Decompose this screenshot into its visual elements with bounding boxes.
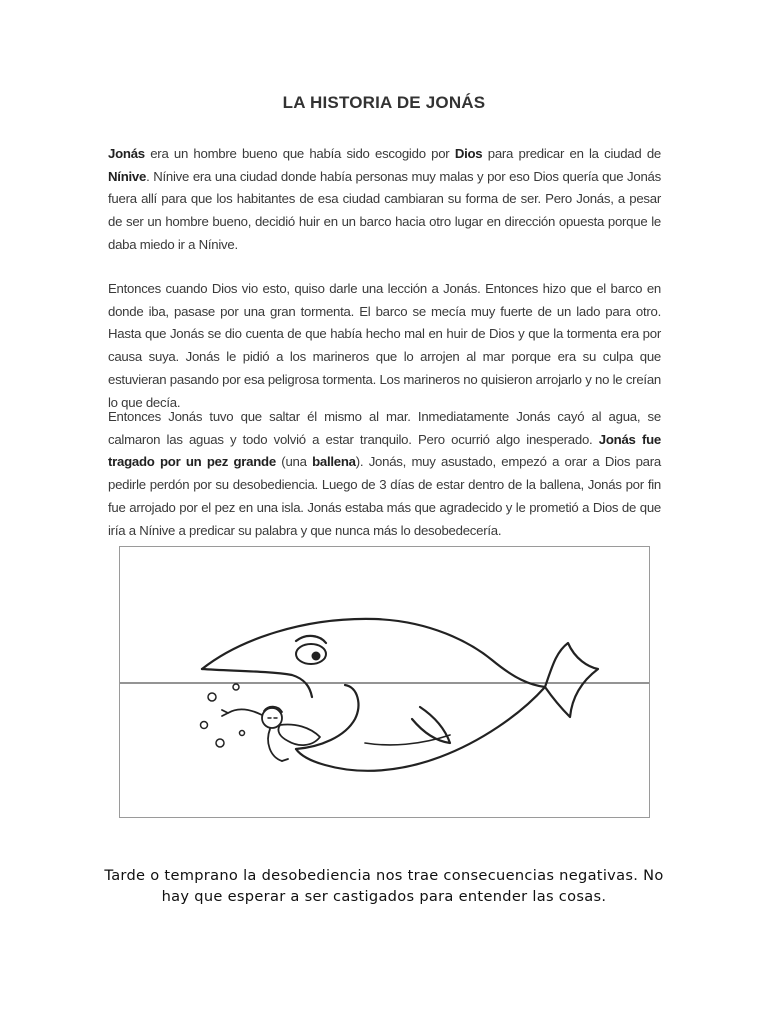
paragraph-2: Entonces cuando Dios vio esto, quiso darle una lección a Jonás. Entonces hizo que el barco en donde iba, pasase por una gran tormenta. El barco se mecía muy fuerte de un lado para otro. Hasta que Jonás se dio cuenta de que había hecho mal en huir de Dios y que la tormenta era por causa suya. Jonás le pidió a los marineros que lo arrojen al mar porque era su culpa que estuvieran pasando por esa peligrosa tormenta. Los marineros no quisieron arrojarlo y no le creían lo que decía. [108,281,661,410]
whale-eyebrow [296,636,326,643]
bold-jonas: Jonás [108,146,145,161]
whale-illustration [119,546,650,818]
paragraph-1-text-b: para predicar en la ciudad de [482,146,661,161]
bold-ballena: ballena [312,454,356,470]
paragraph-1-text-c: . Nínive era una ciudad donde había personas muy malas y por eso Dios quería que Jonás fuera allí para que los habitantes de esa ciudad cambiaran su forma de ser. Pero Jonás, a pesar de ser un hombre bueno, decidió huir en un barco hacia otro lugar en dirección opuesta porque le daba miedo ir a Nínive. [108,168,661,252]
whale-drawing [120,547,649,817]
paragraph-3-text-b: (una [275,454,313,470]
paragraph-3 [108,406,661,542]
whale-tail [545,643,598,717]
page-title: LA HISTORIA DE JONÁS [282,93,486,112]
paragraph-1 [108,143,661,257]
bold-dios: Dios [454,146,483,161]
closing-message: Tarde o temprano la desobediencia nos trae consecuencias negativas. No hay que esperar a ser castigados para entender las cosas. [104,867,664,905]
whale-body-upper [202,619,545,687]
whale-eye [296,644,326,664]
bold-tragado: Jonás fue tragado por un pez grande [108,431,661,470]
jonah-figure [222,707,320,761]
bold-ninive: Nínive [108,168,147,184]
paragraph-3-text-a: Entonces Jonás tuvo que saltar él mismo al mar. Inmediatamente Jonás cayó al agua, se calmaron las aguas y todo volvió a estar tranquilo. Pero ocurrió algo inesperado. [108,409,661,447]
paragraph-3-text-c: ). Jonás, muy asustado, empezó a orar a Dios para pedirle perdón por su desobediencia. Luego de 3 días de estar dentro de la ballena, Jonás por fin fue arrojado por el pez en una isla. Jonás estaba más que agradecido y le prometió a Dios de que iría a Nínive a predicar su palabra y que nunca más lo desobedecería. [108,454,661,538]
paragraph-1-text-a: era un hombre bueno que había sido escogido por [144,146,455,161]
